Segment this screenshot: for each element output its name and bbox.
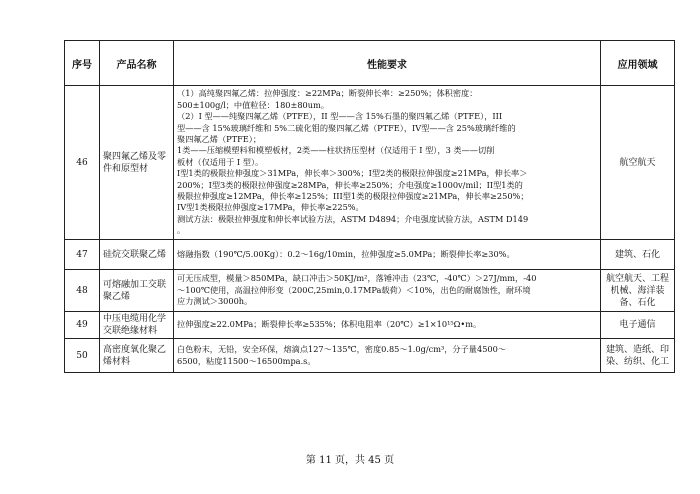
table-row [65, 86, 675, 240]
performance-requirements [174, 240, 601, 270]
table-row [65, 312, 675, 339]
requirement-line: IV型1类极限拉伸强度≥17MPa，伸长率≥225%。 [177, 202, 364, 213]
table-header-row [65, 41, 675, 86]
requirement-line: 型——含 15%玻璃纤维和 5%二硫化钼的聚四氟乙烯（PTFE），IV型——含 25%玻璃纤维的 [177, 122, 516, 133]
requirement-line: （1）高纯聚四氟乙烯：拉伸强度：≥22MPa；断裂伸长率：≥250%；体积密度： [177, 88, 478, 99]
spec-table [64, 40, 675, 373]
performance-requirements [174, 86, 601, 240]
application-field: 航空航天、工程机械、海洋装备、石化 [601, 270, 675, 312]
row-number: 50 [65, 339, 100, 373]
header-app: 应用领域 [601, 41, 675, 86]
application-field: 建筑、石化 [601, 240, 675, 270]
header-name: 产品名称 [100, 41, 174, 86]
performance-requirements [174, 270, 601, 312]
table-row [65, 270, 675, 312]
table-body [65, 86, 675, 373]
performance-requirements [174, 339, 601, 373]
requirement-line: 板材（仅适用于 I 型）。 [177, 156, 264, 167]
requirement-line: 测试方法：极限拉伸强度和伸长率试验方法，ASTM D4894；介电强度试验方法，ASTM D149 [177, 213, 529, 224]
requirement-line: 极限拉伸强度≥12MPa，伸长率≥125%；III型1类的极限拉伸强度≥21MPa，伸长率≥250%； [177, 191, 529, 202]
requirement-line: 白色粉末，无铅，安全环保，熔滴点127～135℃，密度0.85～1.0g/cm³，分子量4500～ [177, 344, 507, 355]
table-row [65, 240, 675, 270]
requirement-line: （2）I 型——纯聚四氟乙烯（PTFE），II 型——含 15%石墨的聚四氟乙烯（PTFE），III [177, 111, 503, 122]
requirement-line: 200%；I型3类的极限拉伸强度≥28MPa，伸长率≥250%；介电强度≥1000v/mil；II型1类的 [177, 179, 523, 190]
requirement-line: 500±100g/l；中值粒径：180±80um。 [177, 99, 329, 110]
row-number: 49 [65, 312, 100, 339]
product-name: 聚四氟乙烯及零件和原型材 [100, 86, 174, 240]
requirement-line: 应力测试＞3000h。 [177, 296, 253, 307]
page-footer: 第 11 页，共 45 页 [305, 455, 395, 466]
application-field: 电子通信 [601, 312, 675, 339]
header-no: 序号 [65, 41, 100, 86]
product-name: 中压电缆用化学交联绝缘材料 [100, 312, 174, 339]
performance-requirements [174, 312, 601, 339]
requirement-line: 熔融指数（190℃/5.00Kg）：0.2～16g/10min，拉伸强度≥5.0MPa；断裂伸长率≥30%。 [177, 248, 515, 259]
application-field: 航空航天 [601, 86, 675, 240]
application-field: 建筑、造纸、印染、纺织、化工 [601, 339, 675, 373]
row-number: 46 [65, 86, 100, 240]
requirement-line: 聚四氟乙烯（PTFE）； [177, 133, 262, 144]
row-number: 48 [65, 270, 100, 312]
requirement-line: 1类——压缩模塑料和模塑板材，2类——柱状挤压型材（仅适用于 I 型），3 类——切削 [177, 145, 495, 156]
row-number: 47 [65, 240, 100, 270]
requirement-line: I型1类的极限拉伸强度＞31MPa，伸长率＞300%；I型2类的极限拉伸强度≥21MPa，伸长率＞ [177, 168, 528, 179]
requirement-line: 拉伸强度≥22.0MPa；断裂伸长率≥535%；体积电阻率（20℃）≥1×10¹⁵Ω•m。 [177, 319, 482, 330]
product-name: 高密度氧化聚乙烯材料 [100, 339, 174, 373]
product-name: 硅烷交联聚乙烯 [100, 240, 174, 270]
requirement-line: 6500，粘度11500～16500mpa.s。 [177, 355, 316, 366]
requirement-line: ～100℃使用，高温拉伸形变（200C,25min,0.17MPa载荷）＜10%，出色的耐腐蚀性，耐环境 [177, 284, 531, 295]
product-name: 可熔融加工交联聚乙烯 [100, 270, 174, 312]
requirement-line: 。 [177, 225, 186, 236]
requirement-line: 可无压成型，模量＞850MPa，缺口冲击＞50KJ/m²，落锤冲击（23℃，-40℃）＞27J/mm，-40 [177, 273, 537, 284]
table-row [65, 339, 675, 373]
header-req: 性能要求 [174, 41, 601, 86]
